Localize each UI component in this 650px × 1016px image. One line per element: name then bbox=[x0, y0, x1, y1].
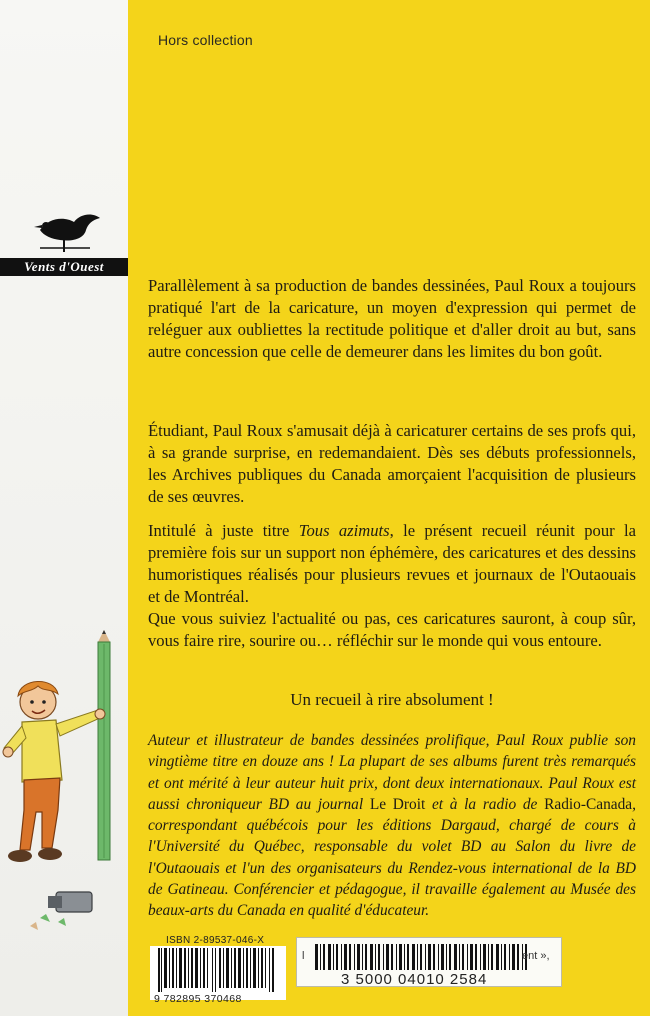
book-title: Tous azimuts bbox=[298, 521, 390, 540]
tagline: Un recueil à rire absolument ! bbox=[290, 690, 494, 709]
paragraph-3-rest: , le présent recueil réunit pour la première fois sur un support non éphémère, des caricatures et des dessins humoristiques réalisés pour plusieurs revues et journaux de l'Outaouais et de Montréal. bbox=[148, 521, 636, 606]
paragraph-1: Parallèlement à sa production de bandes dessinées, Paul Roux a toujours pratiqué l'art de la caricature, un moyen d'expression qui permet de reléguer aux oubliettes la rectitude politique et d'aller droit au but, sans autre concession que celle de demeurer dans les limites du bon goût. bbox=[148, 276, 636, 361]
sticker-fragment-left: l bbox=[302, 950, 305, 962]
bio-part-1: Auteur et illustrateur de bandes dessinées prolifique, Paul Roux publie son vingtième titre en douze ans ! La plupart de ses albums furent très remarqués et ont mérité à leur auteur huit prix, dont deux internationaux. Paul Roux est aussi chroniqueur BD au journal bbox=[148, 732, 636, 813]
sticker-bars-icon bbox=[315, 944, 527, 970]
publisher-logo-band: Vents d'Ouest bbox=[0, 258, 128, 276]
sticker-fragment-right: ent », bbox=[522, 950, 550, 962]
ean-barcode bbox=[150, 946, 286, 1005]
paragraph-3 bbox=[148, 520, 636, 608]
paragraph-3-lead: Intitulé à juste titre bbox=[148, 521, 299, 540]
ean-bars-icon bbox=[158, 948, 278, 992]
cartoon-boy-with-pencil-illustration bbox=[0, 630, 128, 960]
bio-newspaper: Le Droit bbox=[369, 795, 426, 813]
paragraph-2: Étudiant, Paul Roux s'amusait déjà à caricaturer certains de ses profs qui, à sa grande surprise, en redemandaient. Dès ses débuts professionnels, les Archives publiques du Canada amorçaient l'acquisition de plusieurs de ses œuvres. bbox=[148, 421, 636, 506]
bio-part-3: , correspondant québécois pour les éditions Dargaud, chargé de cours à l'Université du Québec, responsable du volet BD au Salon du livre de l'Outaouais et l'un des organisateurs du Rendez-vous international de la BD de Gatineau. Conférencier et pédagogue, il travaille également au Musée des beaux-arts du Canada en qualité d'éducateur. bbox=[148, 795, 636, 920]
isbn-label: ISBN 2-89537-046-X bbox=[166, 935, 265, 946]
author-bio bbox=[148, 730, 636, 922]
series-label: Hors collection bbox=[158, 32, 253, 48]
bio-part-2: et à la radio de bbox=[425, 795, 545, 813]
weathervane-logo-icon bbox=[30, 208, 104, 254]
paragraph-4: Que vous suiviez l'actualité ou pas, ces caricatures sauront, à coup sûr, vous faire rire, sourire ou… réfléchir sur le monde qui vous entoure. bbox=[148, 609, 636, 650]
bio-broadcaster: Radio-Canada bbox=[544, 795, 633, 813]
ean-number: 9 782895 370468 bbox=[154, 993, 242, 1005]
library-barcode-sticker bbox=[296, 937, 562, 987]
sticker-number: 3 5000 04010 2584 bbox=[341, 971, 488, 987]
